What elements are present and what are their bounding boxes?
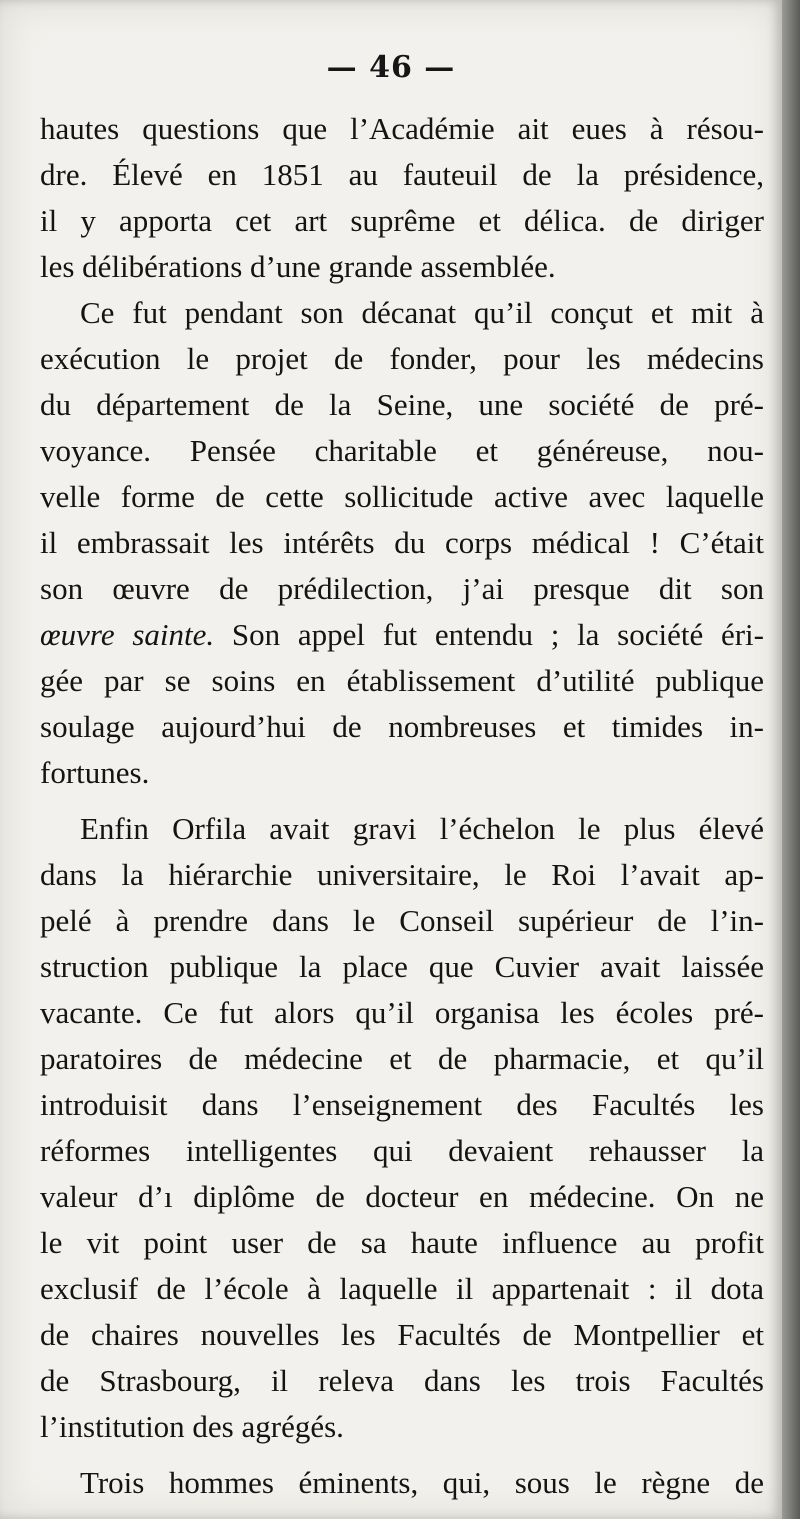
paragraph-start: Ce fut pendant son décanat qu’il conçut et mit à <box>80 295 764 330</box>
text-line: exclusif de l’école à laquelle il appartenait : il dota <box>40 1271 764 1306</box>
text-line: paratoires de médecine et de pharmacie, et qu’il <box>40 1041 764 1076</box>
text-line: vacante. Ce fut alors qu’il organisa les écoles pré- <box>40 995 764 1030</box>
text-line: exécution le projet de fonder, pour les médecins <box>40 341 764 376</box>
text-line: de Strasbourg, il releva dans les trois Facultés <box>40 1363 764 1398</box>
text-line: valeur d’ı diplôme de docteur en médecine. On ne <box>40 1179 764 1214</box>
paragraph-start: Enfin Orfila avait gravi l’échelon le plus élevé <box>80 811 764 846</box>
text-line: dre. Élevé en 1851 au fauteuil de la présidence, <box>40 157 764 192</box>
text-line: velle forme de cette sollicitude active avec laquelle <box>40 479 764 514</box>
paragraph-start: Trois hommes éminents, qui, sous le règne de <box>80 1465 764 1500</box>
page-edge-shadow <box>782 0 800 1519</box>
text-line: l’institution des agrégés. <box>40 1409 344 1444</box>
text-line: le vit point user de sa haute influence au profit <box>40 1225 764 1260</box>
body-text <box>40 106 764 1506</box>
text-line: du département de la Seine, une société de pré- <box>40 387 764 422</box>
text-line: gée par se soins en établissement d’utilité publique <box>40 663 764 698</box>
text-line: il embrassait les intérêts du corps médical ! C’était <box>40 525 764 560</box>
page-number: — 46 — <box>326 50 456 85</box>
text-line: son œuvre de prédilection, j’ai presque dit son <box>40 571 764 606</box>
text-line: hautes questions que l’Académie ait eues à résou- <box>40 111 764 146</box>
text-line: soulage aujourd’hui de nombreuses et timides in- <box>40 709 764 744</box>
text-line: introduisit dans l’enseignement des Facultés les <box>40 1087 764 1122</box>
text-segment: Son appel fut entendu ; la société éri- <box>214 617 764 652</box>
text-line-with-italic <box>40 612 764 658</box>
text-line: pelé à prendre dans le Conseil supérieur de l’in- <box>40 903 764 938</box>
text-line: voyance. Pensée charitable et généreuse, nou- <box>40 433 764 468</box>
text-line: réformes intelligentes qui devaient rehausser la <box>40 1133 764 1168</box>
text-line: il y apporta cet art suprême et délica. de diriger <box>40 203 764 238</box>
text-line: de chaires nouvelles les Facultés de Montpellier et <box>40 1317 764 1352</box>
text-line: struction publique la place que Cuvier avait laissée <box>40 949 764 984</box>
text-line: dans la hiérarchie universitaire, le Roi l’avait ap- <box>40 857 764 892</box>
italic-phrase: œuvre sainte. <box>40 617 215 652</box>
text-line: fortunes. <box>40 755 150 790</box>
text-line: les délibérations d’une grande assemblée. <box>40 249 556 284</box>
